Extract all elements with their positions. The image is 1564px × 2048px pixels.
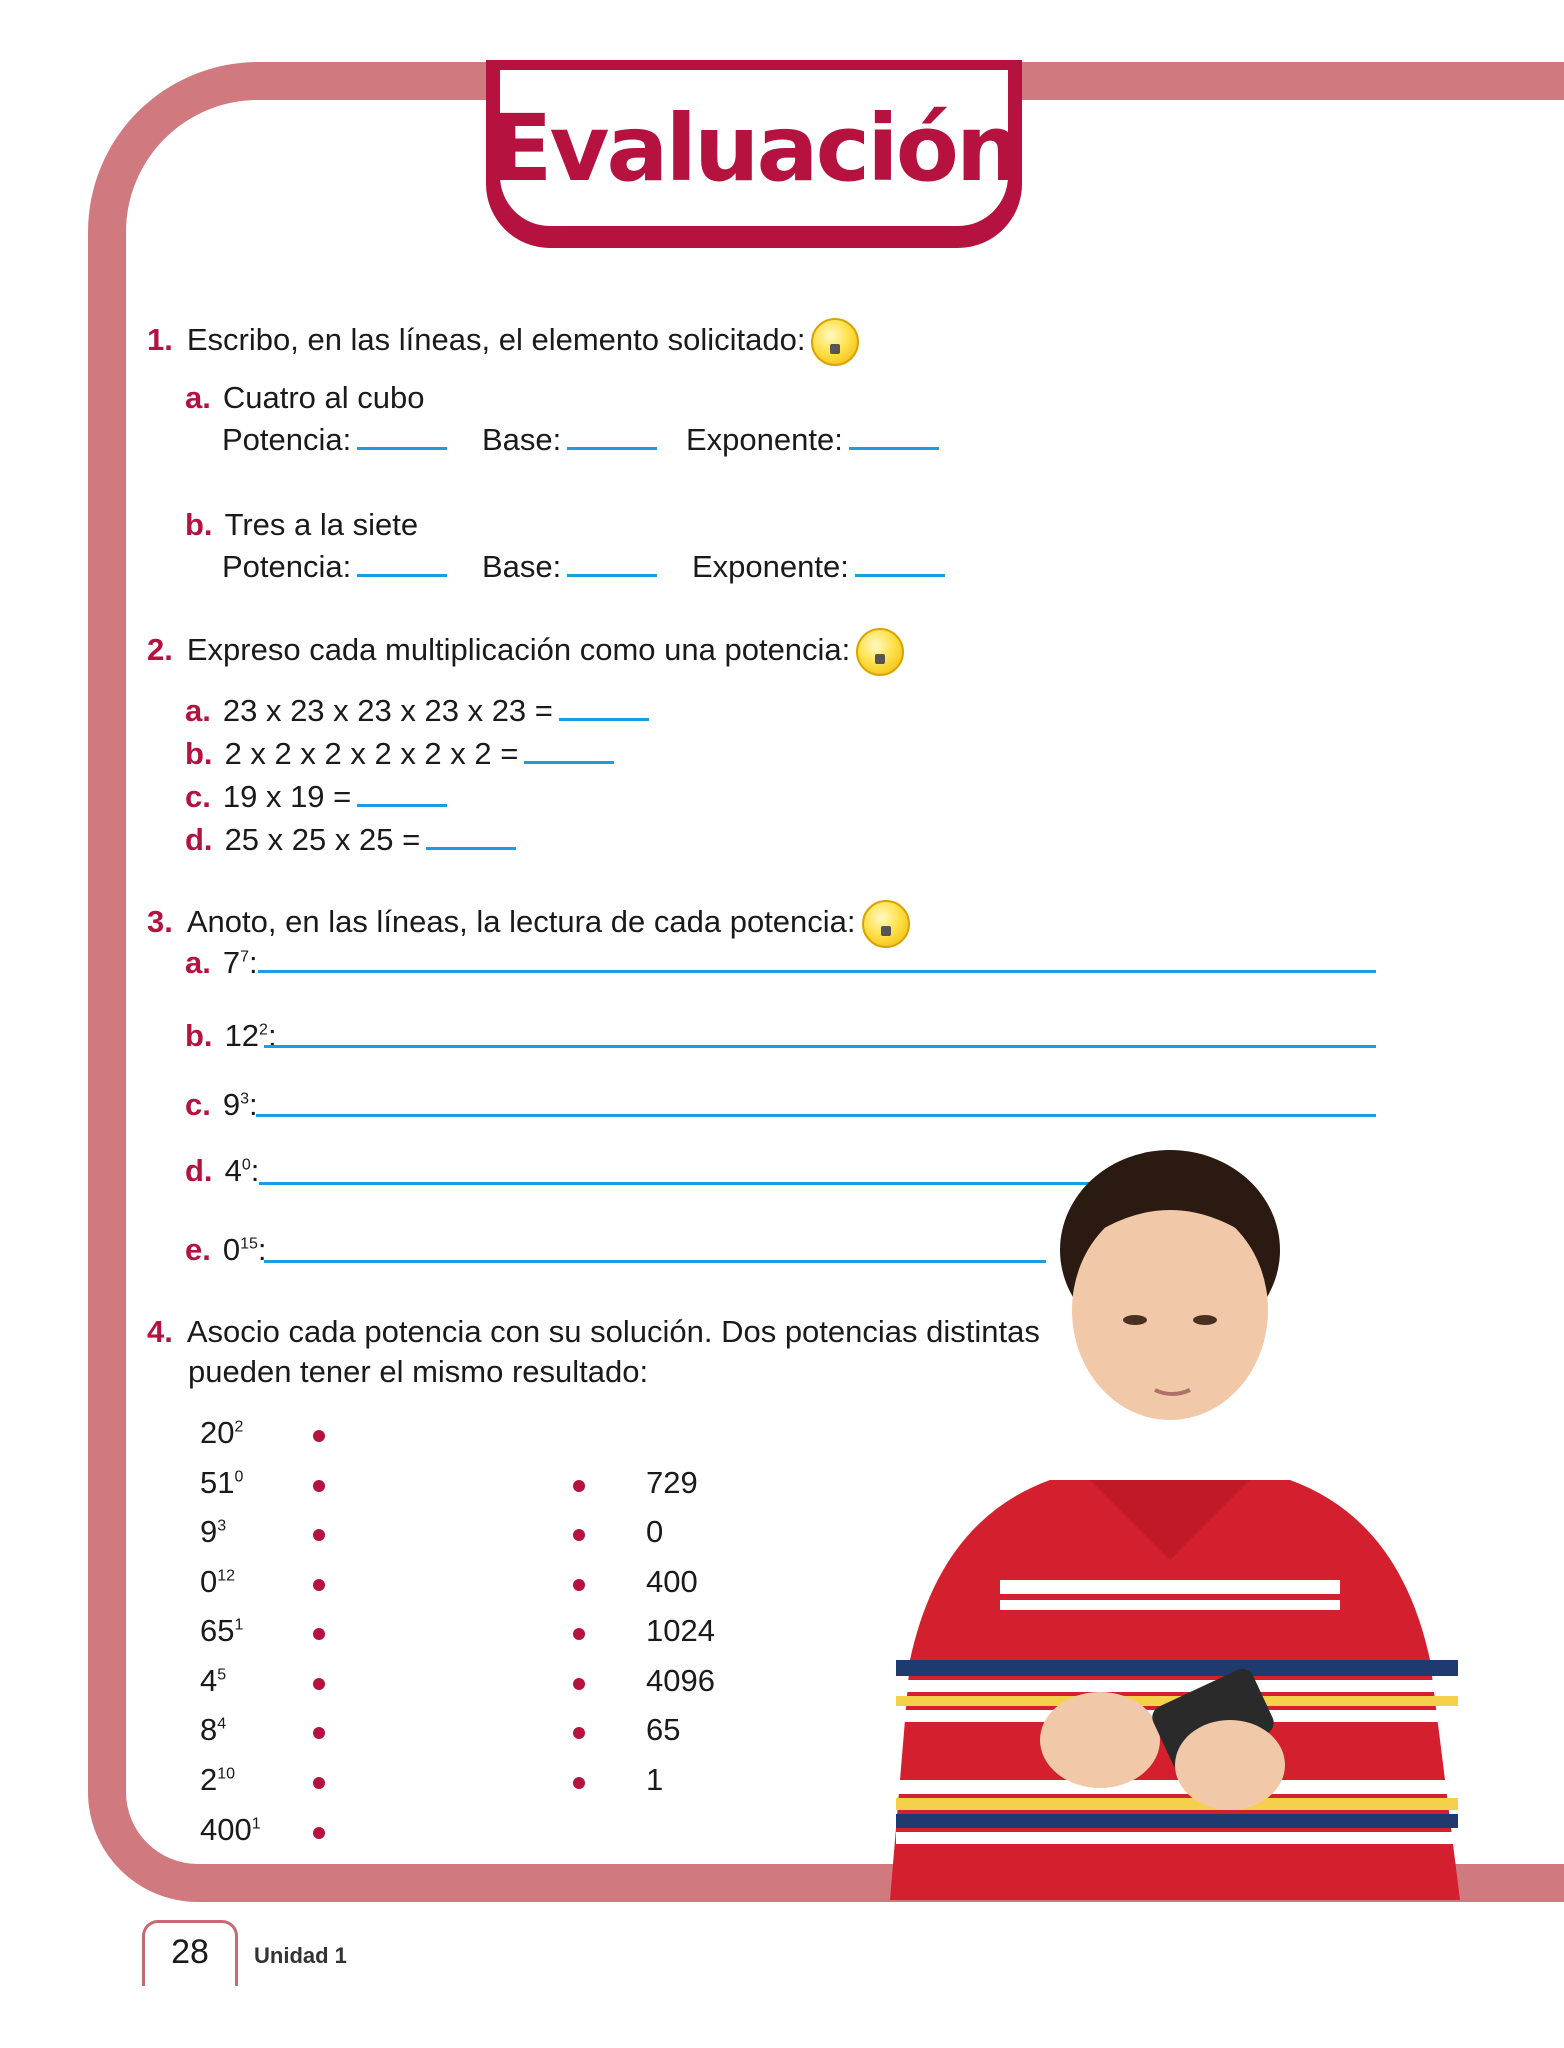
result-item: 65 — [646, 1712, 681, 1747]
question-number: 1. — [147, 322, 173, 358]
answer-blank[interactable] — [524, 760, 614, 764]
question-text: Escribo, en las líneas, el elemento solicitado: — [186, 322, 806, 358]
result-item: 1 — [646, 1762, 664, 1797]
result-item: 4096 — [646, 1663, 715, 1698]
answer-blank[interactable] — [849, 446, 939, 450]
match-dot[interactable] — [573, 1777, 585, 1789]
result-item: 400 — [646, 1564, 698, 1599]
match-dot[interactable] — [573, 1579, 585, 1591]
boy-with-calculator-image — [800, 1140, 1520, 1900]
power-item: $65^1$ — [200, 1613, 244, 1648]
answer-blank[interactable] — [357, 446, 447, 450]
q2-item-b: b. 2 x 2 x 2 x 2 x 2 x 2 = — [185, 736, 614, 772]
power-item: $0^{12}$ — [200, 1564, 236, 1599]
answer-line[interactable] — [256, 1114, 1376, 1117]
power-item: $2^{10}$ — [200, 1762, 236, 1797]
match-dot[interactable] — [313, 1579, 325, 1591]
q3-item-b: b. $12^2$: — [185, 1018, 277, 1053]
answer-blank[interactable] — [855, 573, 945, 577]
answer-blank[interactable] — [559, 717, 649, 721]
answer-blank[interactable] — [567, 573, 657, 577]
answer-blank[interactable] — [426, 846, 516, 850]
q2-item-d: d. 25 x 25 x 25 = — [185, 822, 516, 858]
match-dot[interactable] — [313, 1678, 325, 1690]
q3-item-d: d. $4^0$: — [185, 1153, 260, 1188]
q1-b-potencia: Potencia: — [222, 549, 447, 585]
match-dot[interactable] — [313, 1430, 325, 1442]
q1-a-base: Base: — [482, 422, 657, 458]
match-dot[interactable] — [313, 1529, 325, 1541]
power-item: $8^4$ — [200, 1712, 227, 1747]
q1-b-base: Base: — [482, 549, 657, 585]
question-4-line2: pueden tener el mismo resultado: — [188, 1354, 649, 1389]
answer-line[interactable] — [258, 970, 1376, 973]
power-item: $9^3$ — [200, 1514, 227, 1549]
match-dot[interactable] — [573, 1529, 585, 1541]
match-dot[interactable] — [573, 1480, 585, 1492]
power-item: $51^0$ — [200, 1465, 244, 1500]
answer-blank[interactable] — [357, 573, 447, 577]
result-item: 0 — [646, 1514, 664, 1549]
match-dot[interactable] — [313, 1827, 325, 1839]
q2-item-c: c. 19 x 19 = — [185, 779, 447, 815]
q1-a-exponente: Exponente: — [686, 422, 939, 458]
question-1 — [147, 318, 859, 366]
q3-item-e: e. $0^{15}$: — [185, 1232, 267, 1267]
match-dot[interactable] — [313, 1628, 325, 1640]
power-item: $400^1$ — [200, 1812, 261, 1847]
q1-a-potencia: Potencia: — [222, 422, 447, 458]
q3-item-c: c. $9^3$: — [185, 1087, 258, 1122]
match-dot[interactable] — [573, 1727, 585, 1739]
question-2: 2. Expreso cada multiplicación como una potencia: — [147, 628, 904, 676]
match-dot[interactable] — [573, 1678, 585, 1690]
page-number: 28 — [171, 1933, 209, 1971]
unit-label: Unidad 1 — [254, 1943, 347, 1968]
match-dot[interactable] — [313, 1777, 325, 1789]
answer-blank[interactable] — [567, 446, 657, 450]
power-item: $4^5$ — [200, 1663, 227, 1698]
match-dot[interactable] — [313, 1727, 325, 1739]
lightbulb-icon — [862, 900, 910, 948]
page-number-box — [142, 1920, 238, 1986]
q1-b-label: b. Tres a la siete — [185, 507, 419, 542]
lightbulb-icon — [811, 318, 859, 366]
answer-blank[interactable] — [357, 803, 447, 807]
q3-item-a: a. $7^7$: — [185, 945, 258, 980]
q2-item-a: a. 23 x 23 x 23 x 23 x 23 = — [185, 693, 649, 729]
match-dot[interactable] — [313, 1480, 325, 1492]
title-tab — [486, 60, 1022, 248]
power-item: $20^2$ — [200, 1415, 244, 1450]
lightbulb-icon — [856, 628, 904, 676]
match-dot[interactable] — [573, 1628, 585, 1640]
result-item: 729 — [646, 1465, 698, 1500]
page-title: Evaluación — [489, 94, 1019, 202]
q1-b-exponente: Exponente: — [692, 549, 945, 585]
q1-a-label: a. Cuatro al cubo — [185, 380, 425, 415]
result-item: 1024 — [646, 1613, 715, 1648]
question-4: 4. Asocio cada potencia con su solución. Dos potencias distintas — [147, 1314, 1040, 1349]
answer-line[interactable] — [264, 1045, 1376, 1048]
question-3: 3. Anoto, en las líneas, la lectura de cada potencia: — [147, 900, 910, 948]
